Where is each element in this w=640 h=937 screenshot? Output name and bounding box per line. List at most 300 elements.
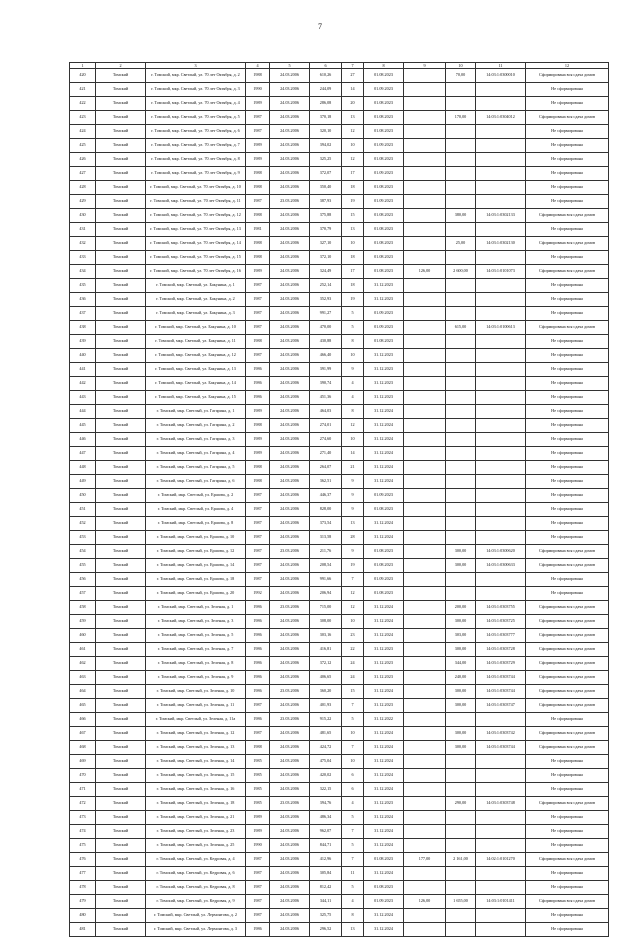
- table-row: [70, 433, 609, 447]
- year-cell: 1987: [246, 853, 270, 867]
- value-b-cell: [446, 713, 476, 727]
- value-b-cell: 300,00: [446, 727, 476, 741]
- address-cell: г. Томский, мкр. Светлый, ул. Бакунина, д. 11: [146, 335, 246, 349]
- district-cell: Томский: [96, 797, 146, 811]
- date-cell: 24.03.2006: [270, 97, 310, 111]
- value-b-cell: [446, 167, 476, 181]
- deadline-cell: 01.09.2023: [364, 83, 404, 97]
- area-cell: 962,07: [310, 825, 342, 839]
- value-b-cell: [446, 391, 476, 405]
- row-number-cell: 458: [70, 601, 96, 615]
- status-cell: Не сформирована: [526, 783, 609, 797]
- date-cell: 24.03.2006: [270, 377, 310, 391]
- status-cell: Не сформирована: [526, 83, 609, 97]
- table-row: [70, 377, 609, 391]
- value-b-cell: [446, 461, 476, 475]
- count-cell: 10: [342, 237, 364, 251]
- cadastral-cell: [476, 167, 526, 181]
- date-cell: 24.03.2006: [270, 279, 310, 293]
- row-number-cell: 442: [70, 377, 96, 391]
- address-cell: г. Томский, мкр. Светлый, ул. Бакунина, д. 1: [146, 279, 246, 293]
- row-number-cell: 481: [70, 923, 96, 937]
- date-cell: 24.03.2006: [270, 181, 310, 195]
- count-cell: 10: [342, 139, 364, 153]
- row-number-cell: 444: [70, 405, 96, 419]
- address-cell: г. Томский, мкр. Светлый, ул. Зеленая, д. 16: [146, 783, 246, 797]
- address-cell: г. Томский, мкр. Светлый, ул. Гагарина, д. 6: [146, 475, 246, 489]
- count-cell: 6: [342, 783, 364, 797]
- value-a-cell: [404, 307, 446, 321]
- year-cell: 1987: [246, 503, 270, 517]
- value-a-cell: [404, 279, 446, 293]
- year-cell: 1987: [246, 489, 270, 503]
- date-cell: 24.03.2006: [270, 461, 310, 475]
- row-number-cell: 436: [70, 293, 96, 307]
- date-cell: 24.03.2006: [270, 783, 310, 797]
- date-cell: 23.03.2006: [270, 685, 310, 699]
- deadline-cell: 31.12.2023: [364, 377, 404, 391]
- status-cell: Сформирована вся сдача домов: [526, 615, 609, 629]
- deadline-cell: 01.08.2023: [364, 251, 404, 265]
- deadline-cell: 31.12.2024: [364, 447, 404, 461]
- deadline-cell: 01.08.2023: [364, 335, 404, 349]
- address-cell: г. Томский, мкр. Светлый, ул. Гагарина, д. 3: [146, 433, 246, 447]
- date-cell: 24.03.2006: [270, 293, 310, 307]
- date-cell: 24.03.2006: [270, 167, 310, 181]
- table-row: [70, 279, 609, 293]
- district-cell: Томский: [96, 531, 146, 545]
- value-a-cell: [404, 391, 446, 405]
- year-cell: 1987: [246, 545, 270, 559]
- value-a-cell: [404, 419, 446, 433]
- date-cell: 24.03.2006: [270, 405, 310, 419]
- row-number-cell: 466: [70, 713, 96, 727]
- column-number: 2: [96, 63, 146, 69]
- status-cell: Не сформирована: [526, 573, 609, 587]
- deadline-cell: 01.09.2023: [364, 895, 404, 909]
- district-cell: Томский: [96, 825, 146, 839]
- district-cell: Томский: [96, 433, 146, 447]
- status-cell: Сформирована вся сдача домов: [526, 265, 609, 279]
- table-row: [70, 181, 609, 195]
- value-a-cell: [404, 727, 446, 741]
- row-number-cell: 467: [70, 727, 96, 741]
- address-cell: г. Томский, мкр. Светлый, ул. Ершова, д. 2: [146, 489, 246, 503]
- value-b-cell: [446, 335, 476, 349]
- date-cell: 24.03.2006: [270, 923, 310, 937]
- status-cell: Сформирована вся сдача домов: [526, 545, 609, 559]
- value-b-cell: [446, 83, 476, 97]
- status-cell: Не сформирована: [526, 909, 609, 923]
- row-number-cell: 460: [70, 629, 96, 643]
- deadline-cell: 31.12.2024: [364, 531, 404, 545]
- cadastral-cell: [476, 867, 526, 881]
- row-number-cell: 432: [70, 237, 96, 251]
- value-a-cell: [404, 181, 446, 195]
- date-cell: 24.03.2006: [270, 139, 310, 153]
- count-cell: 23: [342, 629, 364, 643]
- deadline-cell: 01.08.2023: [364, 153, 404, 167]
- count-cell: 28: [342, 531, 364, 545]
- cadastral-cell: [476, 335, 526, 349]
- deadline-cell: 01.08.2023: [364, 559, 404, 573]
- value-b-cell: 300,00: [446, 545, 476, 559]
- deadline-cell: 31.12.2024: [364, 755, 404, 769]
- district-cell: Томский: [96, 895, 146, 909]
- year-cell: 1990: [246, 83, 270, 97]
- address-cell: г. Томский, мкр. Светлый, ул. Зеленая, д. 7: [146, 643, 246, 657]
- area-cell: 325,25: [310, 153, 342, 167]
- date-cell: 24.03.2006: [270, 419, 310, 433]
- year-cell: 1985: [246, 797, 270, 811]
- table-row: [70, 867, 609, 881]
- year-cell: 1986: [246, 377, 270, 391]
- area-cell: 828,00: [310, 503, 342, 517]
- value-a-cell: [404, 783, 446, 797]
- date-cell: 24.03.2006: [270, 321, 310, 335]
- year-cell: 1987: [246, 531, 270, 545]
- cadastral-cell: [476, 391, 526, 405]
- value-a-cell: [404, 503, 446, 517]
- row-number-cell: 469: [70, 755, 96, 769]
- status-cell: Сформирована вся сдача домов: [526, 643, 609, 657]
- count-cell: 9: [342, 545, 364, 559]
- address-cell: г. Томский, мкр. Светлый, ул. 70 лет Октября, д. 11: [146, 195, 246, 209]
- area-cell: 324,49: [310, 265, 342, 279]
- address-cell: г. Томский, мкр. Светлый, ул. Зеленая, д. 9: [146, 671, 246, 685]
- cadastral-cell: 14:03:1:0304012: [476, 111, 526, 125]
- deadline-cell: 01.08.2023: [364, 237, 404, 251]
- address-cell: г. Томский, мкр. Светлый, ул. Бакунина, д. 13: [146, 363, 246, 377]
- value-b-cell: [446, 349, 476, 363]
- address-cell: г. Томский, мкр. Светлый, ул. Ершова, д. 10: [146, 531, 246, 545]
- count-cell: 20: [342, 97, 364, 111]
- deadline-cell: 01.09.2023: [364, 321, 404, 335]
- status-cell: Не сформирована: [526, 181, 609, 195]
- date-cell: 24.03.2006: [270, 867, 310, 881]
- year-cell: 1988: [246, 251, 270, 265]
- column-number: 7: [342, 63, 364, 69]
- cadastral-cell: 14:03:1:0101073: [476, 265, 526, 279]
- table-row: [70, 223, 609, 237]
- district-cell: Томский: [96, 321, 146, 335]
- value-b-cell: [446, 125, 476, 139]
- deadline-cell: 31.12.2023: [364, 671, 404, 685]
- area-cell: 303,16: [310, 629, 342, 643]
- district-cell: Томский: [96, 643, 146, 657]
- date-cell: 24.03.2006: [270, 335, 310, 349]
- row-number-cell: 470: [70, 769, 96, 783]
- year-cell: 1987: [246, 573, 270, 587]
- value-b-cell: 1 655,00: [446, 895, 476, 909]
- status-cell: Сформирована вся сдача домов: [526, 559, 609, 573]
- district-cell: Томский: [96, 251, 146, 265]
- table-row: [70, 923, 609, 937]
- deadline-cell: 31.12.2023: [364, 643, 404, 657]
- cadastral-cell: 14:03:1:0303742: [476, 727, 526, 741]
- area-cell: 274,01: [310, 419, 342, 433]
- area-cell: 325,75: [310, 909, 342, 923]
- table-row: [70, 335, 609, 349]
- value-a-cell: [404, 699, 446, 713]
- area-cell: 362,51: [310, 475, 342, 489]
- status-cell: Сформирована вся сдача домов: [526, 657, 609, 671]
- year-cell: 1985: [246, 783, 270, 797]
- date-cell: 24.03.2006: [270, 433, 310, 447]
- address-cell: г. Томский, мкр. Светлый, ул. Бакунина, д. 14: [146, 377, 246, 391]
- address-cell: г. Томский, мкр. Светлый, ул. Ершова, д. 4: [146, 503, 246, 517]
- district-cell: Томский: [96, 111, 146, 125]
- count-cell: 10: [342, 349, 364, 363]
- year-cell: 1987: [246, 559, 270, 573]
- cadastral-cell: [476, 489, 526, 503]
- address-cell: г. Томский, мкр. Светлый, ул. Лермонтова, д. 2: [146, 909, 246, 923]
- row-number-cell: 428: [70, 181, 96, 195]
- year-cell: 1987: [246, 321, 270, 335]
- year-cell: 1986: [246, 643, 270, 657]
- date-cell: 24.03.2006: [270, 69, 310, 83]
- table-row: [70, 545, 609, 559]
- value-a-cell: [404, 461, 446, 475]
- status-cell: Не сформирована: [526, 811, 609, 825]
- district-cell: Томский: [96, 601, 146, 615]
- count-cell: 7: [342, 853, 364, 867]
- row-number-cell: 462: [70, 657, 96, 671]
- district-cell: Томский: [96, 475, 146, 489]
- address-cell: г. Томский, мкр. Светлый, ул. 70 лет Октября, д. 13: [146, 223, 246, 237]
- district-cell: Томский: [96, 727, 146, 741]
- year-cell: 1988: [246, 475, 270, 489]
- date-cell: 24.03.2006: [270, 223, 310, 237]
- value-a-cell: [404, 321, 446, 335]
- value-b-cell: 300,00: [446, 559, 476, 573]
- value-a-cell: [404, 223, 446, 237]
- status-cell: Сформирована вся сдача домов: [526, 111, 609, 125]
- area-cell: 244,09: [310, 83, 342, 97]
- area-cell: 844,71: [310, 839, 342, 853]
- value-a-cell: [404, 629, 446, 643]
- area-cell: 370,18: [310, 111, 342, 125]
- table-row: [70, 363, 609, 377]
- value-b-cell: 300,00: [446, 685, 476, 699]
- address-cell: г. Томский, мкр. Светлый, ул. Ершова, д. 20: [146, 587, 246, 601]
- table-row: [70, 139, 609, 153]
- area-cell: 344,11: [310, 895, 342, 909]
- date-cell: 24.03.2006: [270, 251, 310, 265]
- count-cell: 27: [342, 69, 364, 83]
- count-cell: 9: [342, 475, 364, 489]
- deadline-cell: 01.09.2023: [364, 195, 404, 209]
- count-cell: 11: [342, 867, 364, 881]
- cadastral-cell: [476, 573, 526, 587]
- year-cell: 1987: [246, 909, 270, 923]
- count-cell: 12: [342, 125, 364, 139]
- value-b-cell: [446, 139, 476, 153]
- district-cell: Томский: [96, 69, 146, 83]
- table-row: [70, 741, 609, 755]
- value-a-cell: 177,00: [404, 853, 446, 867]
- date-cell: 24.03.2006: [270, 573, 310, 587]
- status-cell: Сформирована вся сдача домов: [526, 895, 609, 909]
- table-row: [70, 447, 609, 461]
- cadastral-cell: [476, 419, 526, 433]
- cadastral-cell: 14:03:1:0303744: [476, 685, 526, 699]
- column-number: 8: [364, 63, 404, 69]
- value-a-cell: [404, 545, 446, 559]
- value-a-cell: [404, 125, 446, 139]
- deadline-cell: 01.08.2023: [364, 265, 404, 279]
- district-cell: Томский: [96, 209, 146, 223]
- count-cell: 19: [342, 559, 364, 573]
- status-cell: Не сформирована: [526, 517, 609, 531]
- area-cell: 915,22: [310, 713, 342, 727]
- count-cell: 22: [342, 643, 364, 657]
- status-cell: Сформирована вся сдача домов: [526, 853, 609, 867]
- value-a-cell: [404, 839, 446, 853]
- value-a-cell: [404, 755, 446, 769]
- status-cell: Не сформирована: [526, 419, 609, 433]
- status-cell: Не сформирована: [526, 335, 609, 349]
- deadline-cell: 01.09.2023: [364, 489, 404, 503]
- area-cell: 211,76: [310, 545, 342, 559]
- deadline-cell: 31.12.2024: [364, 783, 404, 797]
- deadline-cell: 31.12.2024: [364, 909, 404, 923]
- year-cell: 1988: [246, 741, 270, 755]
- address-cell: г. Томский, мкр. Светлый, ул. Бакунина, д. 2: [146, 293, 246, 307]
- area-cell: 420,02: [310, 769, 342, 783]
- column-number: 6: [310, 63, 342, 69]
- count-cell: 5: [342, 321, 364, 335]
- address-cell: г. Томский, мкр. Светлый, ул. Кедровая, д. 9: [146, 895, 246, 909]
- count-cell: 24: [342, 657, 364, 671]
- district-cell: Томский: [96, 237, 146, 251]
- area-cell: 466,40: [310, 349, 342, 363]
- year-cell: 1986: [246, 923, 270, 937]
- year-cell: 1989: [246, 153, 270, 167]
- table-row: [70, 839, 609, 853]
- count-cell: 13: [342, 517, 364, 531]
- table-row: [70, 755, 609, 769]
- column-number: 1: [70, 63, 96, 69]
- count-cell: 8: [342, 335, 364, 349]
- deadline-cell: 01.08.2023: [364, 587, 404, 601]
- area-cell: 308,00: [310, 615, 342, 629]
- row-number-cell: 427: [70, 167, 96, 181]
- register-table: [69, 62, 609, 937]
- address-cell: г. Томский, мкр. Светлый, ул. Кедровая, д. 4: [146, 853, 246, 867]
- table-row: [70, 167, 609, 181]
- value-b-cell: 2 600,00: [446, 265, 476, 279]
- status-cell: Не сформирована: [526, 881, 609, 895]
- address-cell: г. Томский, мкр. Светлый, ул. 70 лет Октября, д. 12: [146, 209, 246, 223]
- count-cell: 4: [342, 895, 364, 909]
- cadastral-cell: [476, 461, 526, 475]
- date-cell: 24.03.2006: [270, 237, 310, 251]
- deadline-cell: 31.12.2024: [364, 405, 404, 419]
- area-cell: 350,40: [310, 181, 342, 195]
- table-row: [70, 769, 609, 783]
- deadline-cell: 31.12.2023: [364, 391, 404, 405]
- status-cell: Не сформирована: [526, 349, 609, 363]
- count-cell: 17: [342, 167, 364, 181]
- value-a-cell: 126,00: [404, 265, 446, 279]
- value-a-cell: [404, 349, 446, 363]
- address-cell: г. Томский, мкр. Светлый, ул. Гагарина, д. 2: [146, 419, 246, 433]
- row-number-cell: 463: [70, 671, 96, 685]
- district-cell: Томский: [96, 503, 146, 517]
- district-cell: Томский: [96, 461, 146, 475]
- area-cell: 610,26: [310, 69, 342, 83]
- deadline-cell: 01.08.2023: [364, 881, 404, 895]
- cadastral-cell: [476, 923, 526, 937]
- address-cell: г. Томский, мкр. Светлый, ул. 70 лет Октября, д. 2: [146, 69, 246, 83]
- address-cell: г. Томский, мкр. Светлый, ул. Зеленая, д. 11а: [146, 713, 246, 727]
- year-cell: 1985: [246, 755, 270, 769]
- cadastral-cell: [476, 349, 526, 363]
- table-row: [70, 265, 609, 279]
- district-cell: Томский: [96, 293, 146, 307]
- row-number-cell: 439: [70, 335, 96, 349]
- table-row: [70, 895, 609, 909]
- column-number: 4: [246, 63, 270, 69]
- page-number: 7: [318, 22, 322, 31]
- deadline-cell: 31.12.2024: [364, 685, 404, 699]
- area-cell: 424,72: [310, 741, 342, 755]
- year-cell: 1989: [246, 97, 270, 111]
- row-number-cell: 451: [70, 503, 96, 517]
- count-cell: 21: [342, 461, 364, 475]
- table-row: [70, 909, 609, 923]
- value-b-cell: [446, 573, 476, 587]
- table-row: [70, 615, 609, 629]
- area-cell: 206,94: [310, 587, 342, 601]
- table-row: [70, 293, 609, 307]
- area-cell: 322,15: [310, 783, 342, 797]
- count-cell: 5: [342, 811, 364, 825]
- cadastral-cell: [476, 125, 526, 139]
- year-cell: 1989: [246, 811, 270, 825]
- district-cell: Томский: [96, 685, 146, 699]
- area-cell: 372,07: [310, 167, 342, 181]
- count-cell: 7: [342, 825, 364, 839]
- row-number-cell: 472: [70, 797, 96, 811]
- value-b-cell: [446, 517, 476, 531]
- address-cell: г. Томский, мкр. Светлый, ул. Зеленая, д. 5: [146, 629, 246, 643]
- cadastral-cell: [476, 433, 526, 447]
- value-a-cell: [404, 685, 446, 699]
- year-cell: 1987: [246, 125, 270, 139]
- value-b-cell: [446, 811, 476, 825]
- address-cell: г. Томский, мкр. Светлый, ул. 70 лет Октября, д. 16: [146, 265, 246, 279]
- date-cell: 24.03.2006: [270, 559, 310, 573]
- value-a-cell: [404, 335, 446, 349]
- value-a-cell: [404, 153, 446, 167]
- year-cell: 1988: [246, 209, 270, 223]
- cadastral-cell: 14:03:1:0300010: [476, 69, 526, 83]
- value-b-cell: [446, 881, 476, 895]
- area-cell: 370,79: [310, 223, 342, 237]
- count-cell: 12: [342, 601, 364, 615]
- deadline-cell: 31.12.2024: [364, 825, 404, 839]
- cadastral-cell: [476, 293, 526, 307]
- cadastral-cell: [476, 783, 526, 797]
- area-cell: 430,88: [310, 335, 342, 349]
- row-number-cell: 422: [70, 97, 96, 111]
- count-cell: 4: [342, 797, 364, 811]
- value-b-cell: [446, 923, 476, 937]
- date-cell: 24.03.2006: [270, 909, 310, 923]
- area-cell: 470,00: [310, 321, 342, 335]
